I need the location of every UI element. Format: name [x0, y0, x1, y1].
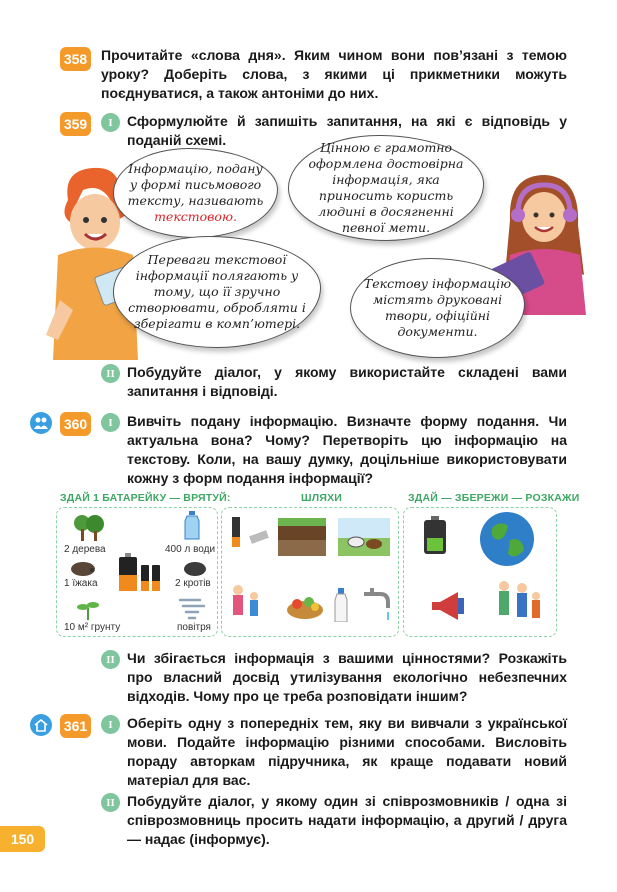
- tree-icon: [72, 512, 106, 542]
- battery-pack-icon: [230, 515, 270, 553]
- caption-air: повітря: [177, 622, 211, 633]
- exercise-360-task-2: Чи збігається інформація з вашими цінностями? Розкажіть про власний досвід утилізування екологічно небезпечних відходів. Чому про це треба розповідати іншим?: [127, 650, 567, 704]
- cows-meadow-icon: [338, 518, 390, 556]
- megaphone-icon: [428, 590, 472, 622]
- exercise-361-task-1: Оберіть одну з попередніх тем, яку ви вивчали з української мови. Подайте інформацію різними способами. Висловіть пораду авторкам підручника, як краще подавати новий матеріал для вас.: [127, 715, 567, 788]
- earth-globe-icon: [478, 510, 536, 568]
- bubble-1-highlight: текстовою.: [154, 209, 237, 224]
- level-2-marker: II: [101, 793, 120, 812]
- caption-hedgehog: 1 їжака: [64, 578, 98, 589]
- exercise-359-task-2: Побудуйте діалог, у якому використайте складені вами запитання і відповіді.: [127, 364, 567, 399]
- milk-bottle-icon: [334, 588, 348, 622]
- level-2-marker: II: [101, 364, 120, 383]
- family-icon: [228, 582, 264, 624]
- wind-icon: [178, 596, 206, 620]
- level-1-marker: I: [101, 113, 120, 132]
- exercise-360-number: 360: [60, 412, 91, 436]
- vegetables-icon: [285, 592, 325, 620]
- home-task-icon: [30, 714, 52, 736]
- sprout-icon: [76, 598, 100, 620]
- level-1-marker: I: [101, 413, 120, 432]
- infographic-title-ways: ШЛЯХИ: [301, 492, 343, 504]
- infographic-title-save: ЗДАЙ — ЗБЕРЕЖИ — РОЗКАЖИ: [408, 492, 580, 504]
- hedgehog-icon: [70, 558, 96, 576]
- bubble-1-text: Інформацію, подану у формі письмового тексту, називають: [127, 161, 264, 208]
- caption-trees: 2 дерева: [64, 544, 106, 555]
- faucet-icon: [360, 588, 392, 622]
- exercise-361-number: 361: [60, 714, 91, 738]
- speech-bubble-advantages: Переваги текстової інформації полягають у тому, що її зручно створювати, обробляти і зберігати в комп’ютері.: [113, 236, 321, 348]
- level-1-marker: I: [101, 715, 120, 734]
- speech-bubble-sources: Текстову інформацію містять друковані твори, офіційні документи.: [350, 258, 525, 358]
- level-2-marker: II: [101, 650, 120, 669]
- pair-work-icon: [30, 412, 52, 434]
- speech-bubble-text-info: [113, 148, 278, 238]
- mole-icon: [183, 560, 207, 576]
- caption-moles: 2 кротів: [175, 578, 211, 589]
- exercise-360-task-1: Вивчіть подану інформацію. Визначте форму подання. Чи актуальна вона? Чому? Перетворіть цю інформацію на текстову. Коли, на вашу думку, доцільніше використовувати кожну з форм подання інформації?: [127, 413, 567, 486]
- speech-bubble-valuable-info: Цінною є грамотно оформлена достовірна інформація, яка приносить користь людині в досягненні певної мети.: [288, 135, 484, 241]
- caption-water: 400 л води: [165, 544, 216, 555]
- exercise-358-number: 358: [60, 47, 91, 71]
- water-bottle-icon: [183, 511, 201, 541]
- exercise-359-task-1: Сформулюйте й запишіть запитання, на які є відповідь у поданій схемі.: [127, 113, 567, 148]
- battery-charge-icon: [420, 516, 450, 556]
- batteries-icon: [115, 553, 165, 593]
- page-number: 150: [0, 826, 45, 852]
- soil-layers-icon: [278, 518, 326, 556]
- caption-soil: 10 м² грунту: [64, 622, 121, 633]
- people-group-icon: [490, 578, 546, 624]
- exercise-358-text: Прочитайте «слова дня». Яким чином вони пов’язані з темою уроку? Доберіть слова, з якими ці прикметники можуть поєднуватися, а також антоніми до них.: [101, 47, 567, 101]
- infographic-title-battery: ЗДАЙ 1 БАТАРЕЙКУ — ВРЯТУЙ:: [60, 492, 231, 504]
- exercise-359-number: 359: [60, 112, 91, 136]
- exercise-361-task-2: Побудуйте діалог, у якому один зі співрозмовників / одна зі співрозмовниць просить надати інформацію, а другий / друга — надає (інформує).: [127, 793, 567, 847]
